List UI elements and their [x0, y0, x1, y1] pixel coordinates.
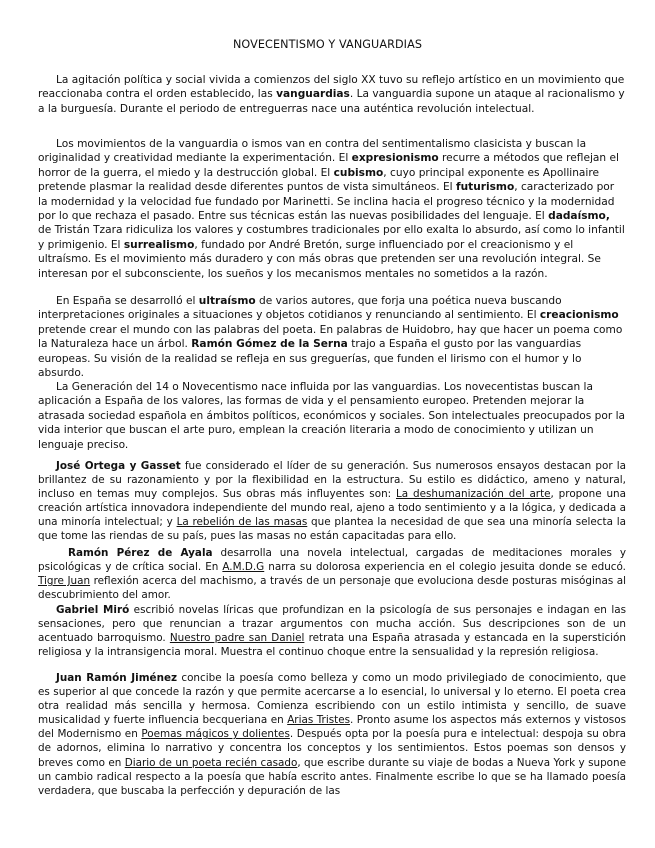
- text: de varios autores, que forja una poética nueva buscando interpretaciones originales a situaciones y objetos cotidianos y renunciando al sentimiento. El: [38, 295, 562, 322]
- author-name: Juan Ramón Jiménez: [56, 672, 178, 684]
- text: La Generación del 14 o Novecentismo nace influida por las vanguardias. Los novecentistas buscan la aplicación a España de los valores, las formas de vida y el pensamiento europeo. Pretenden mejorar la atrasada sociedad española en ámbitos políticos, económicos y sociales. Son intelectuales preocupados por la vida interior que buscan el arte puro, emplean la creación literaria a modo de conocimiento y utilizan un lenguaje preciso.: [38, 381, 626, 451]
- bold-term: futurismo: [456, 181, 515, 194]
- text: trajo a España el gusto por las vanguardias europeas. Su visión de la realidad se refleja en sus greguerías, que funden el lirismo con el humor y lo absurdo.: [38, 338, 582, 380]
- bold-term: Ramón Gómez de la Serna: [191, 338, 348, 351]
- text: narra su dolorosa experiencia en el colegio jesuita donde se educó.: [264, 561, 626, 574]
- author-name: José Ortega y Gasset: [56, 460, 181, 472]
- work-title: Arias Tristes: [287, 714, 350, 727]
- text: fue considerado el líder de su generación. Sus numerosos ensayos destacan por la brillantez de su razonamiento y por la flexibilidad en la estructura. Su estilo es didáctico, ameno y natural, incluso en temas muy complejos. Sus obras más influyentes son:: [38, 460, 626, 501]
- text: pretende crear el mundo con las palabras del poeta. En palabras de Huidobro, hay que hacer un poema como la Naturaleza hace un árbol.: [38, 323, 623, 351]
- text: , cuyo principal exponente es Apollinaire pretende plasmar la realidad desde diferentes puntos de vista simultáneos. El: [38, 166, 599, 194]
- text: La agitación política y social vivida a comienzos del siglo XX tuvo su reflejo artístico en un movimiento que reaccionaba contra el orden establecido, las: [38, 74, 625, 101]
- paragraph-ismos: [38, 137, 626, 281]
- text: desarrolla una novela intelectual, cargadas de meditaciones morales y psicológicas y de crítica social. En: [38, 547, 627, 574]
- text: En España se desarrolló el: [56, 295, 199, 307]
- work-title: Diario de un poeta recién casado: [124, 756, 298, 769]
- text: escribió novelas líricas que profundizan en la psicología de sus personajes e indagan en las sensaciones, pero que renuncian a trazar argumentos con mucha acción. Sus descripciones son de un acentuado barroquismo.: [38, 604, 626, 645]
- work-title: Tigre Juan: [38, 575, 91, 588]
- text: , caracterizado por la modernidad y la velocidad fue fundado por Marinetti. Se inclina hacia el progreso técnico y la modernidad por lo que rechaza el pasado. Entre sus técnicas están las nuevas posibilidades del lenguaje. El: [38, 181, 615, 223]
- text: , que escribe durante su viaje de bodas a Nueva York y supone un cambio radical respecto a la poesía que había escrito antes. Finalmente escribe lo que se ha llamado poesía verdadera, que buscaba la perfección y depuración de las: [38, 756, 626, 797]
- text: , fundado por André Bretón, surge influenciado por el creacionismo y el ultraísmo. Es el movimiento más duradero y con más obras que pretenden ser una revolución integral. Se interesan por el subconsciente, los sueños y los mecanismos mentales no sometidos a la razón.: [38, 238, 601, 280]
- text: de Tristán Tzara ridiculiza los valores y costumbres tradicionales por ello exalta lo absurdo, así como lo infantil y primigenio. El: [38, 224, 625, 251]
- bold-term: dadaísmo,: [548, 210, 610, 223]
- work-title: Poemas mágicos y dolientes: [141, 728, 290, 741]
- work-title: La deshumanización del arte: [396, 488, 551, 501]
- text: . La vanguardia supone un ataque al racionalismo y a la burguesía. Durante el periodo de entreguerras nace una auténtica revolución intelectual.: [38, 88, 625, 115]
- text: concibe la poesía como belleza y como un modo privilegiado de conocimiento, que es superior al que concede la razón y que permite acercarse a lo esencial, lo universal y lo eterno. El poeta crea otra realidad más sencilla y hermosa. Comienza escribiendo con un estilo intimista y sencillo, de suave musicalidad y fuerte influencia becqueriana en: [38, 672, 626, 727]
- bold-term: vanguardias: [276, 88, 350, 101]
- bold-term: creacionismo: [539, 309, 619, 322]
- paragraph-gabriel-miro: [38, 603, 626, 659]
- paragraph-novecentismo: [38, 380, 626, 452]
- work-title: A.M.D.G: [222, 561, 265, 574]
- text: . Después opta por la poesía pura e intelectual: despoja su obra de adornos, elimina lo narrativo y concentra los conceptos y los sentimientos. Estos poemas son densos y breves como en: [38, 728, 626, 769]
- bold-term: expresionismo: [351, 152, 439, 165]
- paragraph-vanguardias-intro: [38, 73, 626, 116]
- work-title: Nuestro padre san Daniel: [169, 632, 305, 645]
- text: retrata una España atrasada y estancada en la superstición religiosa y la intransigencia moral. Muestra el continuo choque entre la sensualidad y la represión religiosa.: [38, 632, 626, 659]
- text: reflexión acerca del machismo, a través de un personaje que evoluciona desde posturas misóginas al descubrimiento del amor.: [38, 575, 627, 602]
- bold-term: ultraísmo: [198, 295, 256, 307]
- text: , propone una creación artística innovadora independiente del mundo real, ajeno a todo sentimiento y a la lógica, y dedicada a una minoría intelectual; y: [38, 488, 626, 529]
- text: que plantea la necesidad de que sea una minoría selecta la que tome las riendas de su país, pues las masas no están capacitadas para ello.: [38, 516, 626, 543]
- paragraph-perez-de-ayala: [38, 546, 626, 602]
- text: . Pronto asume los aspectos más externos y vistosos del Modernismo en: [38, 714, 626, 741]
- page-title: NOVECENTISMO Y VANGUARDIAS: [232, 38, 423, 51]
- author-name: Gabriel Miró: [56, 604, 130, 616]
- bold-term: surrealismo: [123, 238, 195, 251]
- paragraph-espana-ultraismo: [38, 294, 626, 380]
- work-title: La rebelión de las masas: [176, 516, 308, 529]
- paragraph-ortega-y-gasset: [38, 459, 626, 544]
- author-name: Ramón Pérez de Ayala: [68, 547, 213, 559]
- text: Los movimientos de la vanguardia o ismos van en contra del sentimentalismo clasicista y buscan la originalidad y creatividad mediante la experimentación. El: [38, 138, 587, 165]
- paragraph-juan-ramon-jimenez: [38, 671, 626, 798]
- bold-term: cubismo: [333, 166, 384, 179]
- text: recurre a métodos que reflejan el horror de la guerra, el miedo y la destrucción global. El: [38, 152, 619, 179]
